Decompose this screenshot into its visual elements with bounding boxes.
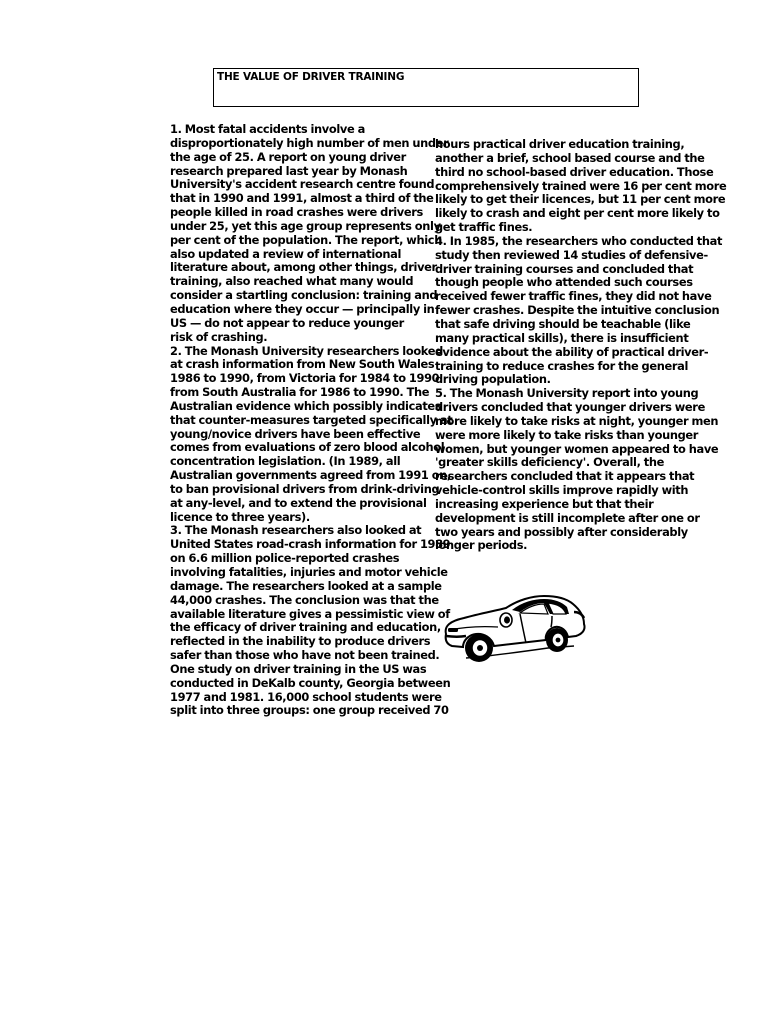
- text-line: development is still incomplete after one or: [435, 510, 700, 525]
- page-title: THE VALUE OF DRIVER TRAINING: [217, 71, 405, 83]
- text-line: drivers concluded that younger drivers were: [435, 400, 705, 415]
- right-text-column: [435, 137, 727, 553]
- text-line: training, also reached what many would: [170, 274, 414, 289]
- text-line: University's accident research centre found: [170, 177, 435, 192]
- text-line: were more likely to take risks than younger: [435, 427, 699, 442]
- text-line: Australian evidence which possibly indicates: [170, 398, 442, 413]
- text-line: 5. The Monash University report into young: [435, 386, 699, 401]
- text-line: third no school-based driver education. Those: [435, 164, 714, 179]
- text-line: the age of 25. A report on young driver: [170, 149, 406, 164]
- text-line: researchers concluded that it appears that: [435, 469, 695, 484]
- text-line: study then reviewed 14 studies of defensive-: [435, 247, 708, 262]
- text-line: that counter-measures targeted specifically at: [170, 412, 453, 427]
- text-line: conducted in DeKalb county, Georgia between: [170, 675, 451, 690]
- text-line: 3. The Monash researchers also looked at: [170, 523, 422, 538]
- text-line: disproportionately high number of men under: [170, 135, 449, 150]
- text-line: that safe driving should be teachable (like: [435, 316, 691, 331]
- text-line: also updated a review of international: [170, 246, 402, 261]
- text-line: more likely to take risks at night, younger men: [435, 413, 719, 428]
- text-line: likely to crash and eight per cent more likely to: [435, 206, 720, 221]
- text-line: damage. The researchers looked at a sample: [170, 578, 442, 593]
- text-line: fewer crashes. Despite the intuitive conclusion: [435, 303, 720, 318]
- text-line: 2. The Monash University researchers looked: [170, 343, 443, 358]
- text-line: at any-level, and to extend the provisional: [170, 495, 427, 510]
- text-line: at crash information from New South Wales: [170, 357, 435, 372]
- text-line: on 6.6 million police-reported crashes: [170, 551, 400, 566]
- text-line: per cent of the population. The report, which: [170, 232, 442, 247]
- text-line: another a brief, school based course and the: [435, 150, 705, 165]
- text-line: evidence about the ability of practical driver-: [435, 344, 709, 359]
- text-line: though people who attended such courses: [435, 275, 693, 290]
- sports-car-icon: [440, 590, 588, 664]
- text-line: 1. Most fatal accidents involve a: [170, 122, 365, 136]
- text-line: literature about, among other things, driver: [170, 260, 437, 275]
- text-line: received fewer traffic fines, they did not have: [435, 289, 712, 304]
- text-line: people killed in road crashes were drivers: [170, 205, 423, 220]
- text-line: risk of crashing.: [170, 329, 268, 344]
- text-line: Australian governments agreed from 1991 on,: [170, 468, 451, 483]
- text-line: United States road-crash information for 1989: [170, 537, 451, 552]
- text-line: safer than those who have not been trained.: [170, 648, 440, 663]
- text-line: driving population.: [435, 372, 551, 387]
- text-line: get traffic fines.: [435, 220, 533, 235]
- text-line: available literature gives a pessimistic view of: [170, 606, 450, 621]
- text-line: US — do not appear to reduce younger: [170, 315, 404, 330]
- text-line: research prepared last year by Monash: [170, 163, 408, 178]
- text-line: the efficacy of driver training and education,: [170, 620, 441, 635]
- text-line: 44,000 crashes. The conclusion was that the: [170, 592, 439, 607]
- text-line: licence to three years).: [170, 509, 310, 524]
- text-line: driver training courses and concluded that: [435, 261, 694, 276]
- text-line: young/novice drivers have been effective: [170, 426, 421, 441]
- text-line: training to reduce crashes for the general: [435, 358, 689, 373]
- text-line: to ban provisional drivers from drink-driving: [170, 481, 440, 496]
- text-line: likely to get their licences, but 11 per cent more: [435, 192, 726, 207]
- text-line: involving fatalities, injuries and motor vehicle: [170, 565, 448, 579]
- text-line: One study on driver training in the US was: [170, 661, 427, 676]
- text-line: 1986 to 1990, from Victoria for 1984 to 1990: [170, 371, 440, 386]
- text-line: reflected in the inability to produce drivers: [170, 634, 431, 649]
- text-line: comes from evaluations of zero blood alcohol: [170, 440, 445, 455]
- left-text-column: [170, 122, 453, 718]
- text-line: hours practical driver education training,: [435, 137, 685, 151]
- text-line: 4. In 1985, the researchers who conducted that: [435, 233, 723, 248]
- text-line: consider a startling conclusion: training and: [170, 288, 438, 303]
- text-line: that in 1990 and 1991, almost a third of the: [170, 191, 434, 206]
- text-line: from South Australia for 1986 to 1990. The: [170, 385, 430, 400]
- title-box: [213, 68, 639, 107]
- text-line: increasing experience but that their: [435, 496, 654, 511]
- text-line: women, but younger women appeared to have: [435, 441, 719, 456]
- text-line: under 25, yet this age group represents only: [170, 218, 441, 233]
- text-line: education where they occur — principally in: [170, 301, 435, 316]
- text-line: many practical skills), there is insufficient: [435, 330, 689, 345]
- text-line: 1977 and 1981. 16,000 school students were: [170, 689, 442, 704]
- text-line: two years and possibly after considerably: [435, 524, 688, 539]
- text-line: vehicle-control skills improve rapidly with: [435, 483, 689, 498]
- text-line: 'greater skills deficiency'. Overall, the: [435, 455, 664, 470]
- text-line: concentration legislation. (In 1989, all: [170, 454, 401, 469]
- text-line: comprehensively trained were 16 per cent more: [435, 178, 727, 193]
- text-line: split into three groups: one group received 70: [170, 703, 449, 718]
- text-line: longer periods.: [435, 538, 528, 553]
